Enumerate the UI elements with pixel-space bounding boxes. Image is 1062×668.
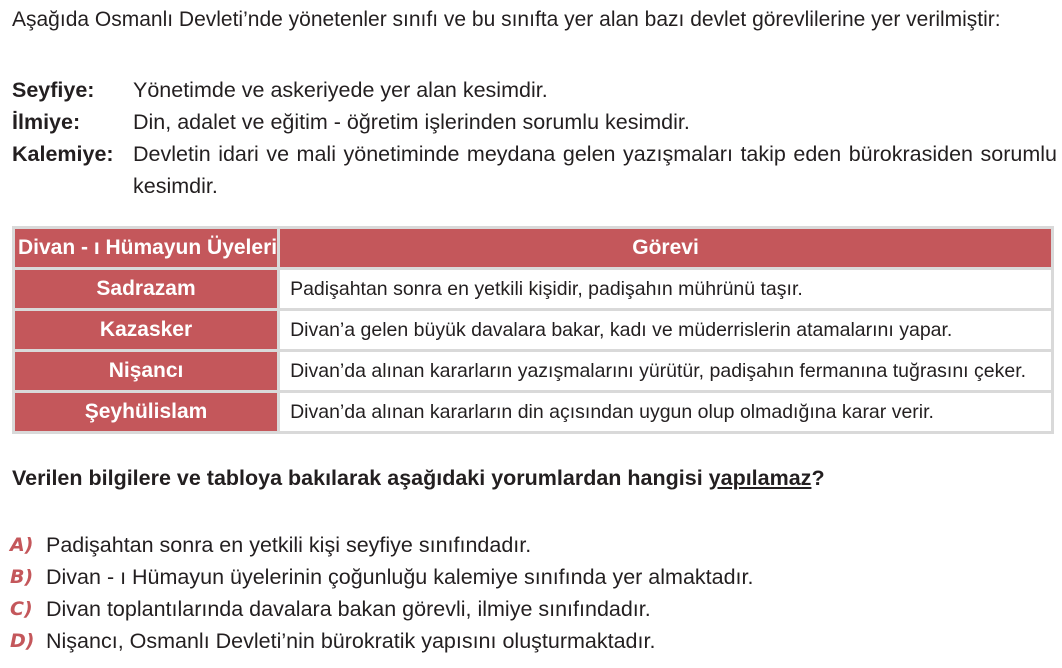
option-text: Divan toplantılarında davalara bakan görevli, ilmiye sınıfındadır. (46, 597, 651, 621)
question-text: Verilen bilgilere ve tabloya bakılarak aşağıdaki yorumlardan hangisi (12, 466, 709, 490)
definition-text: Din, adalet ve eğitim - öğretim işlerinden sorumlu kesimdir. (133, 110, 690, 134)
option-text: Padişahtan sonra en yetkili kişi seyfiye sınıfındadır. (46, 533, 532, 557)
option-d[interactable] (10, 625, 1055, 657)
definition-term: Seyfiye: (12, 78, 95, 102)
member-cell: Kazasker (14, 310, 279, 351)
question-emphasis: yapılamaz (708, 466, 812, 490)
option-letter: D) (10, 630, 35, 652)
member-cell: Nişancı (14, 351, 279, 392)
option-letter: B) (10, 566, 34, 588)
duty-cell: Divan’a gelen büyük davalara bakar, kadı ve müderrislerin atamalarını yapar. (279, 310, 1053, 351)
header-members: Divan - ı Hümayun Üyeleri (14, 228, 279, 269)
intro-paragraph: Aşağıda Osmanlı Devleti’nde yönetenler sınıfı ve bu sınıfta yer alan bazı devlet görevlilerine yer verilmiştir: (12, 8, 1001, 31)
option-a[interactable] (10, 529, 1055, 561)
definition-ilmiye (12, 106, 1057, 138)
table-row (14, 392, 1053, 433)
option-text: Nişancı, Osmanlı Devleti’nin bürokratik yapısını oluşturmaktadır. (46, 629, 656, 653)
table-row (14, 351, 1053, 392)
table-row (14, 310, 1053, 351)
option-c[interactable] (10, 593, 1055, 625)
definition-term: Kalemiye: (12, 142, 114, 166)
table-header-row (14, 228, 1053, 269)
table-row (14, 269, 1053, 310)
option-text: Divan - ı Hümayun üyelerinin çoğunluğu kalemiye sınıfında yer almaktadır. (46, 565, 754, 589)
duty-cell: Padişahtan sonra en yetkili kişidir, padişahın mührünü taşır. (279, 269, 1053, 310)
member-cell: Şeyhülislam (14, 392, 279, 433)
option-letter: A) (10, 534, 34, 556)
divan-members-table (12, 226, 1054, 434)
answer-options (10, 529, 1055, 657)
definition-text: Devletin idari ve mali yönetiminde meydana gelen yazışmaları takip eden bürokrasiden sorumlu kesimdir. (133, 142, 1057, 198)
member-cell: Sadrazam (14, 269, 279, 310)
definition-seyfiye (12, 74, 1057, 106)
option-letter: C) (10, 598, 33, 620)
duty-cell: Divan’da alınan kararların yazışmalarını yürütür, padişahın fermanına tuğrasını çeker. (279, 351, 1053, 392)
duty-cell: Divan’da alınan kararların din açısından uygun olup olmadığına karar verir. (279, 392, 1053, 433)
option-b[interactable] (10, 561, 1055, 593)
question-stem (12, 463, 1057, 493)
definitions-list (12, 74, 1057, 202)
question-mark: ? (811, 466, 825, 490)
header-duty: Görevi (279, 228, 1053, 269)
definition-term: İlmiye: (12, 110, 81, 134)
definition-text: Yönetimde ve askeriyede yer alan kesimdir. (133, 78, 548, 102)
definition-kalemiye (12, 138, 1057, 202)
